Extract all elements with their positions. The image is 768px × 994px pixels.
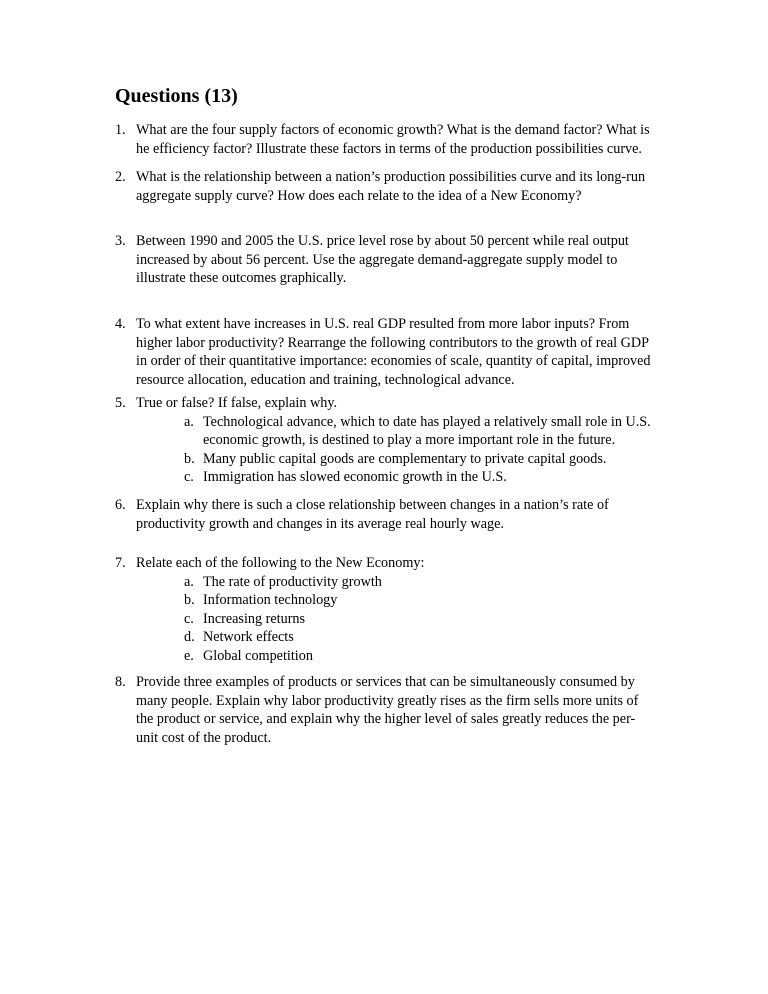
question-text: Provide three examples of products or services that can be simultaneously consumed by many people. Explain why labor productivity greatly rises as the firm sells more units of the product or service, and explain why the higher level of sales greatly reduces the per-unit cost of the product. (136, 674, 639, 746)
question-6 (115, 496, 655, 533)
question-8 (115, 673, 655, 747)
question-number: 5. (115, 395, 126, 411)
question-number: 2. (115, 169, 126, 185)
question-text: Relate each of the following to the New Economy: (136, 555, 425, 571)
question-number: 7. (115, 555, 126, 571)
list-item (184, 628, 654, 647)
item-text: Technological advance, which to date has played a relatively small role in U.S. economic growth, is destined to play a more important role in the future. (203, 413, 651, 448)
item-text: Many public capital goods are complementary to private capital goods. (203, 450, 607, 467)
item-text: Global competition (203, 647, 313, 664)
item-letter: a. (184, 573, 194, 590)
item-text: Information technology (203, 592, 338, 608)
question-number: 6. (115, 497, 126, 513)
question-number: 8. (115, 674, 126, 690)
page-title: Questions (13) (115, 85, 238, 107)
question-number: 1. (115, 122, 126, 138)
question-text: True or false? If false, explain why. (136, 395, 338, 411)
item-letter: a. (184, 413, 194, 430)
question-5 (115, 394, 655, 487)
question-7 (115, 554, 655, 665)
question-3 (115, 232, 655, 288)
question-4 (115, 315, 655, 389)
question-number: 4. (115, 316, 126, 332)
list-item (184, 468, 654, 487)
question-text: What are the four supply factors of economic growth? What is the demand factor? What is he efficiency factor? Illustrate these factors in terms of the production possibilities curve. (136, 122, 650, 157)
item-text: Increasing returns (203, 610, 306, 627)
item-letter: c. (184, 610, 194, 627)
item-letter: c. (184, 469, 194, 485)
list-item (184, 591, 654, 610)
item-text: Network effects (203, 629, 294, 645)
question-2 (115, 168, 655, 205)
question-text: To what extent have increases in U.S. real GDP resulted from more labor inputs? From higher labor productivity? Rearrange the following contributors to the growth of real GDP in order of their quantitative importance: economies of scale, quantity of capital, improved resource allocation, education and training, technological advance. (136, 316, 651, 388)
list-item (184, 610, 654, 629)
question-text: Between 1990 and 2005 the U.S. price level rose by about 50 percent while real output increased by about 56 percent. Use the aggregate demand-aggregate supply model to illustrate these outcomes graphically. (136, 233, 629, 286)
list-item (184, 413, 654, 450)
question-text: What is the relationship between a nation’s production possibilities curve and its long-run aggregate supply curve? How does each relate to the idea of a New Economy? (136, 169, 646, 204)
item-letter: d. (184, 629, 195, 645)
list-item (184, 450, 654, 469)
question-text: Explain why there is such a close relationship between changes in a nation’s rate of productivity growth and changes in its average real hourly wage. (136, 497, 609, 532)
item-text: Immigration has slowed economic growth in the U.S. (203, 469, 507, 485)
item-letter: e. (184, 647, 194, 664)
list-item (184, 647, 654, 666)
list-item (184, 573, 654, 592)
item-letter: b. (184, 450, 195, 467)
question-1 (115, 121, 655, 158)
item-text: The rate of productivity growth (203, 573, 382, 590)
item-letter: b. (184, 592, 195, 608)
question-number: 3. (115, 233, 126, 249)
